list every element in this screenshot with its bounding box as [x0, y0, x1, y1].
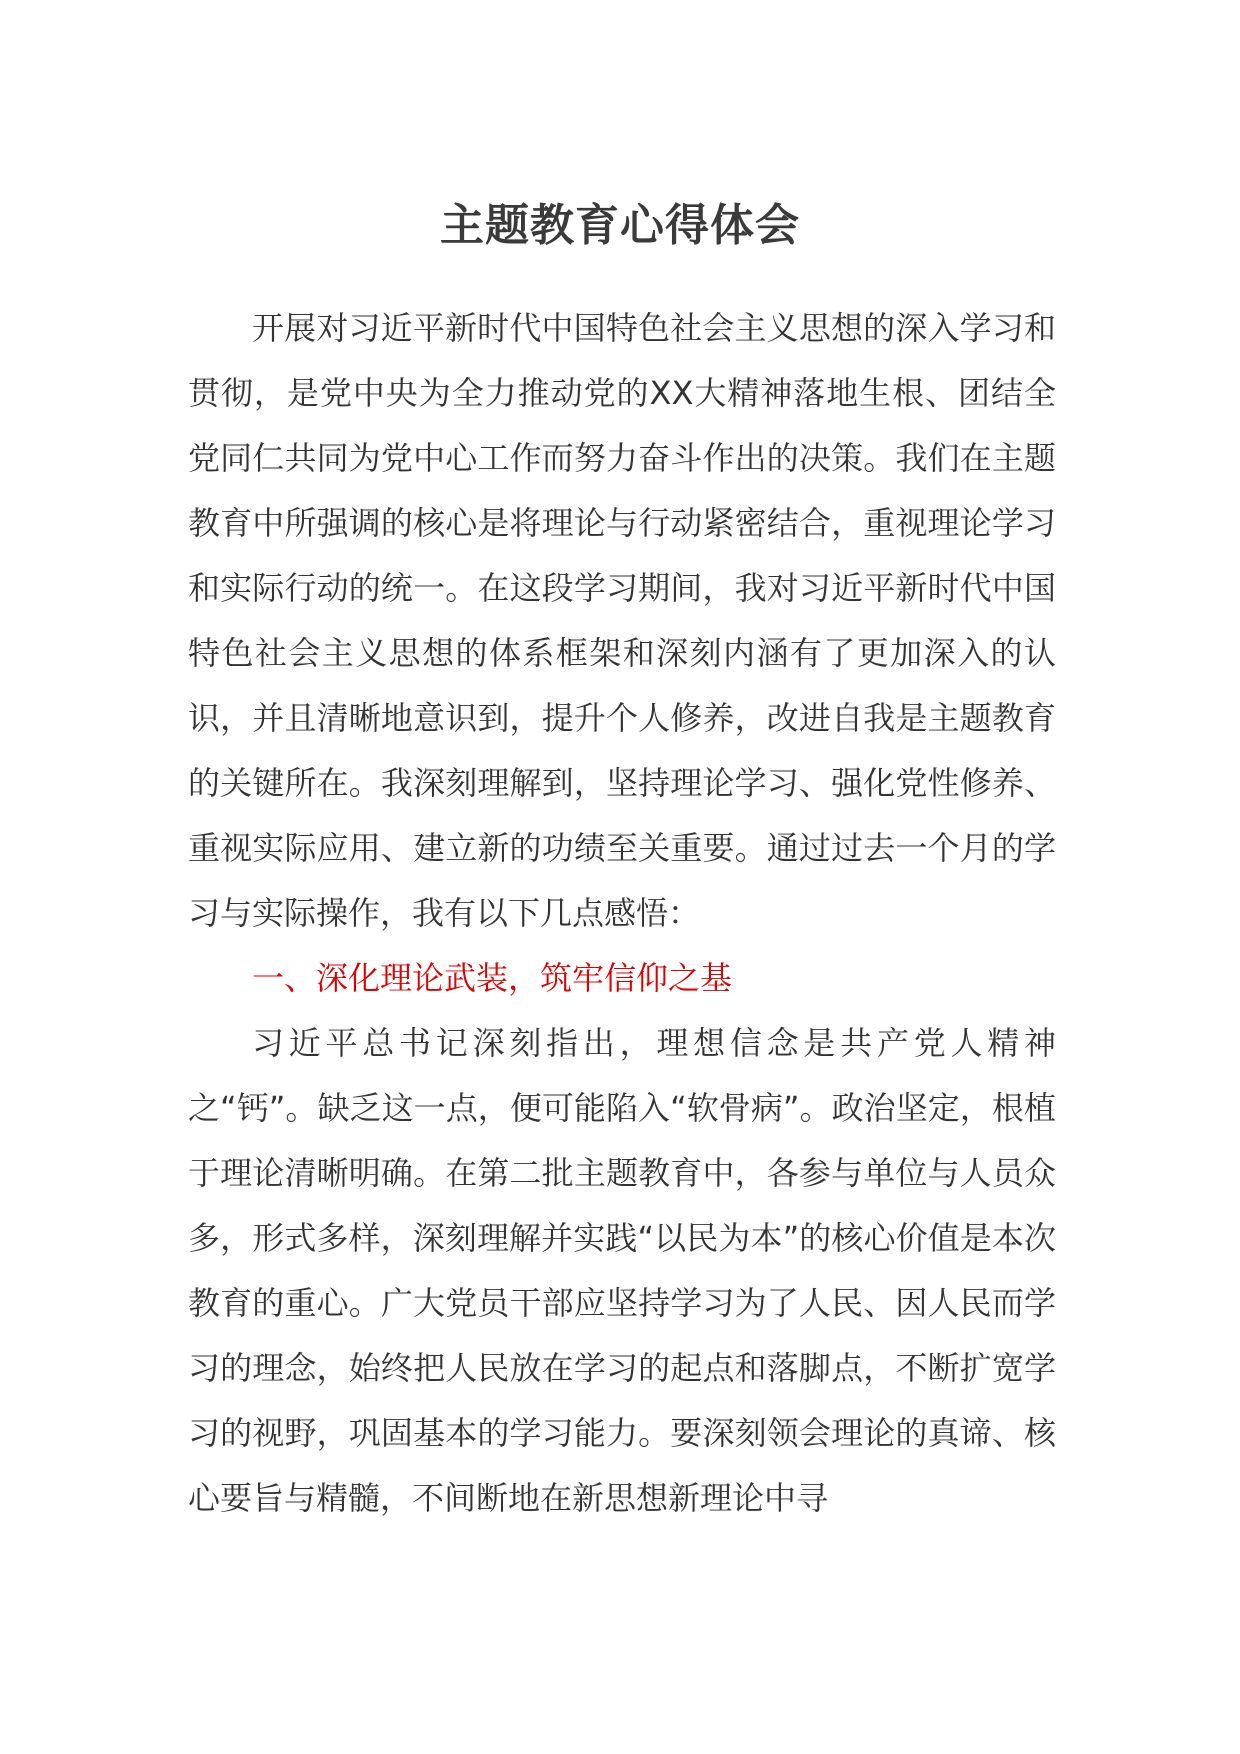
document-title: 主题教育心得体会 — [440, 200, 800, 251]
intro-paragraph: 开展对习近平新时代中国特色社会主义思想的深入学习和贯彻，是党中央为全力推动党的XX大精神落地生根、团结全党同仁共同为党中心工作而努力奋斗作出的决策。我们在主题教育中所强调的核心是将理论与行动紧密结合，重视理论学习和实际行动的统一。在这段学习期间，我对习近平新时代中国特色社会主义思想的体系框架和深刻内涵有了更加深入的认识，并且清晰地意识到，提升个人修养，改进自我是主题教育的关键所在。我深刻理解到，坚持理论学习、强化党性修养、重视实际应用、建立新的功绩至关重要。通过过去一个月的学习与实际操作，我有以下几点感悟： — [188, 309, 1056, 932]
document-body — [188, 296, 1056, 1531]
section-heading: 一、深化理论武装，筑牢信仰之基 — [252, 959, 733, 997]
section-paragraph: 习近平总书记深刻指出，理想信念是共产党人精神之“钙”。缺乏这一点，便可能陷入“软骨病”。政治坚定，根植于理论清晰明确。在第二批主题教育中，各参与单位与人员众多，形式多样，深刻理解并实践“以民为本”的核心价值是本次教育的重心。广大党员干部应坚持学习为了人民、因人民而学习的理念，始终把人民放在学习的起点和落脚点，不断扩宽学习的视野，巩固基本的学习能力。要深刻领会理论的真谛、核心要旨与精髓，不间断地在新思想新理论中寻 — [188, 1024, 1056, 1517]
